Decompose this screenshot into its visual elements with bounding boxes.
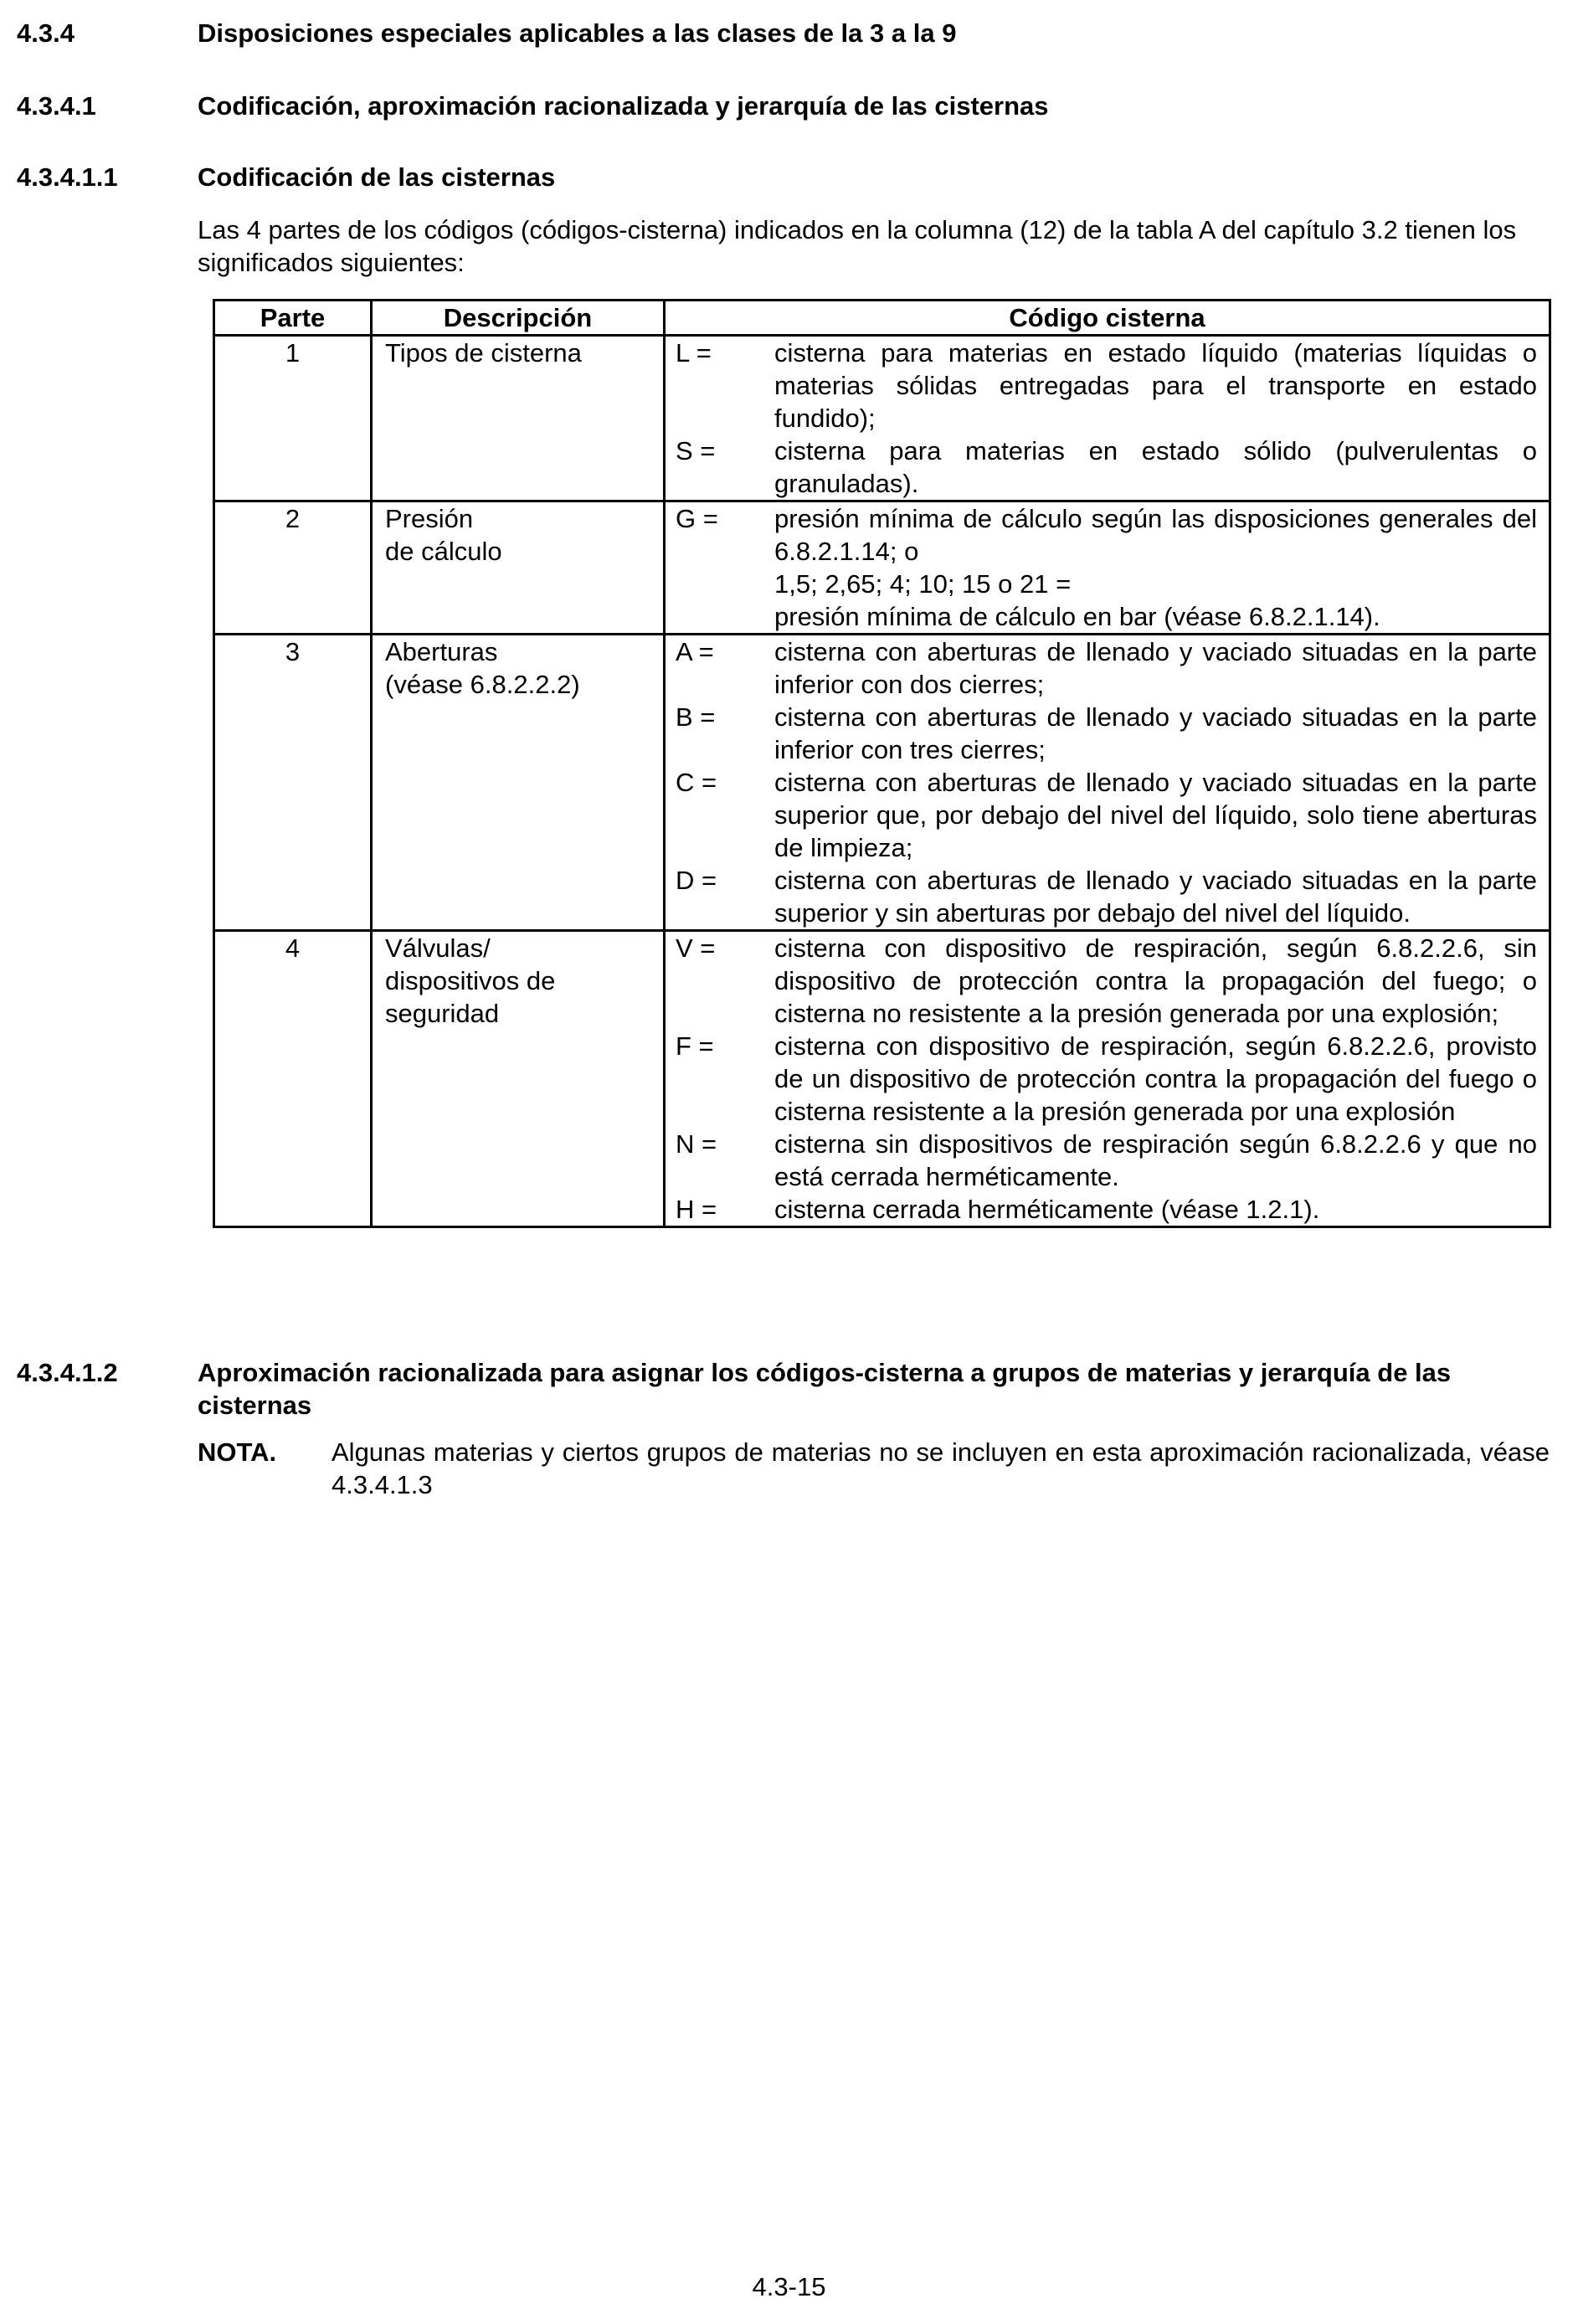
code-text: cisterna cerrada herméticamente (véase 1.2.1). [774,1195,1320,1224]
code-entry [666,1030,1549,1128]
code-key [666,568,774,600]
heading-title: Codificación de las cisternas [198,162,556,192]
tank-code-table [213,299,1551,1228]
cell-description: Aberturas (véase 6.8.2.2.2) [372,635,665,931]
heading-4-3-4-1-2 [17,1356,1553,1422]
code-text: presión mínima de cálculo según las disposiciones generales del 6.8.2.1.14; o [774,504,1537,566]
code-entry [666,932,1549,1030]
heading-number: 4.3.4.1 [17,91,96,121]
header-codigo-cisterna: Código cisterna [665,301,1550,336]
code-text: cisterna con dispositivo de respiración, según 6.8.2.2.6, sin dispositivo de protección contra la propagación del fuego; o cisterna no resistente a la presión generada por una explosión; [774,933,1537,1028]
code-entry [666,568,1549,600]
code-key: A = [676,637,714,666]
code-key: V = [676,933,716,963]
heading-number: 4.3.4 [17,18,75,48]
code-text: cisterna con aberturas de llenado y vaciado situadas en la parte inferior con dos cierres; [774,637,1537,699]
code-key: S = [676,436,716,465]
page-number: 4.3-15 [752,2272,826,2301]
table-body [214,336,1550,1227]
table-row [214,336,1550,501]
code-entry [666,635,1549,701]
code-text: cisterna con aberturas de llenado y vaciado situadas en la parte inferior con tres cierres; [774,702,1537,764]
cell-part: 3 [214,635,372,931]
code-entry [666,766,1549,864]
heading-title: Disposiciones especiales aplicables a las clases de la 3 a la 9 [198,18,957,48]
heading-number: 4.3.4.1.2 [17,1358,118,1387]
code-key: D = [676,866,717,895]
table-row [214,931,1550,1227]
cell-description: Tipos de cisterna [372,336,665,501]
code-text: presión mínima de cálculo en bar (véase 6.8.2.1.14). [774,602,1380,631]
heading-title: Codificación, aproximación racionalizada y jerarquía de las cisternas [198,91,1049,121]
code-text: cisterna para materias en estado sólido (pulverulentas o granuladas). [774,436,1537,498]
code-text: 1,5; 2,65; 4; 10; 15 o 21 = [774,569,1072,599]
code-key: H = [676,1195,717,1224]
header-parte: Parte [214,301,372,336]
table-row [214,501,1550,635]
code-key: B = [676,702,716,732]
heading-4-3-4 [17,17,956,49]
cell-codes [665,635,1550,931]
heading-number: 4.3.4.1.1 [17,162,118,192]
cell-codes [665,336,1550,501]
intro-paragraph: Las 4 partes de los códigos (códigos-cisterna) indicados en la columna (12) de la tabla A del capítulo 3.2 tienen los significados siguientes: [198,215,1517,277]
code-text: cisterna con aberturas de llenado y vaciado situadas en la parte superior que, por debajo del nivel del líquido, solo tiene aberturas de limpieza; [774,768,1537,862]
code-text: cisterna con dispositivo de respiración, según 6.8.2.2.6, provisto de un dispositivo de protección contra la propagación del fuego o cisterna resistente a la presión generada por una explosión [774,1031,1537,1126]
heading-4-3-4-1-1 [17,161,555,193]
note-block [198,1436,1550,1501]
cell-part: 2 [214,501,372,635]
note-text: Algunas materias y ciertos grupos de materias no se incluyen en esta aproximación racionalizada, véase 4.3.4.1.3 [332,1437,1550,1499]
note-label: NOTA. [198,1437,277,1467]
cell-codes [665,501,1550,635]
table-header-row [214,301,1550,336]
cell-part: 1 [214,336,372,501]
code-key: G = [676,504,718,533]
code-entry [666,1193,1549,1226]
code-key: N = [676,1129,717,1159]
code-entry [666,1128,1549,1193]
cell-part: 4 [214,931,372,1227]
code-text: cisterna para materias en estado líquido (materias líquidas o materias sólidas entregadas para el transporte en estado fundido); [774,338,1537,433]
code-text: cisterna sin dispositivos de respiración según 6.8.2.2.6 y que no está cerrada herméticamente. [774,1129,1537,1191]
cell-codes [665,931,1550,1227]
heading-4-3-4-1 [17,90,1049,122]
code-key: C = [676,768,717,797]
cell-description: Presión de cálculo [372,501,665,635]
code-key: F = [676,1031,714,1061]
code-entry [666,502,1549,568]
cell-description: Válvulas/ dispositivos de seguridad [372,931,665,1227]
heading-title: Aproximación racionalizada para asignar los códigos-cisterna a grupos de materias y jerarquía de las cisternas [198,1358,1452,1420]
table-row [214,635,1550,931]
code-entry [666,864,1549,929]
code-entry [666,434,1549,500]
code-entry [666,600,1549,633]
code-entry [666,337,1549,434]
code-text: cisterna con aberturas de llenado y vaciado situadas en la parte superior y sin aberturas por debajo del nivel del líquido. [774,866,1537,928]
header-descripcion: Descripción [372,301,665,336]
code-entry [666,701,1549,766]
code-key: L = [676,338,712,368]
code-key [666,600,774,633]
